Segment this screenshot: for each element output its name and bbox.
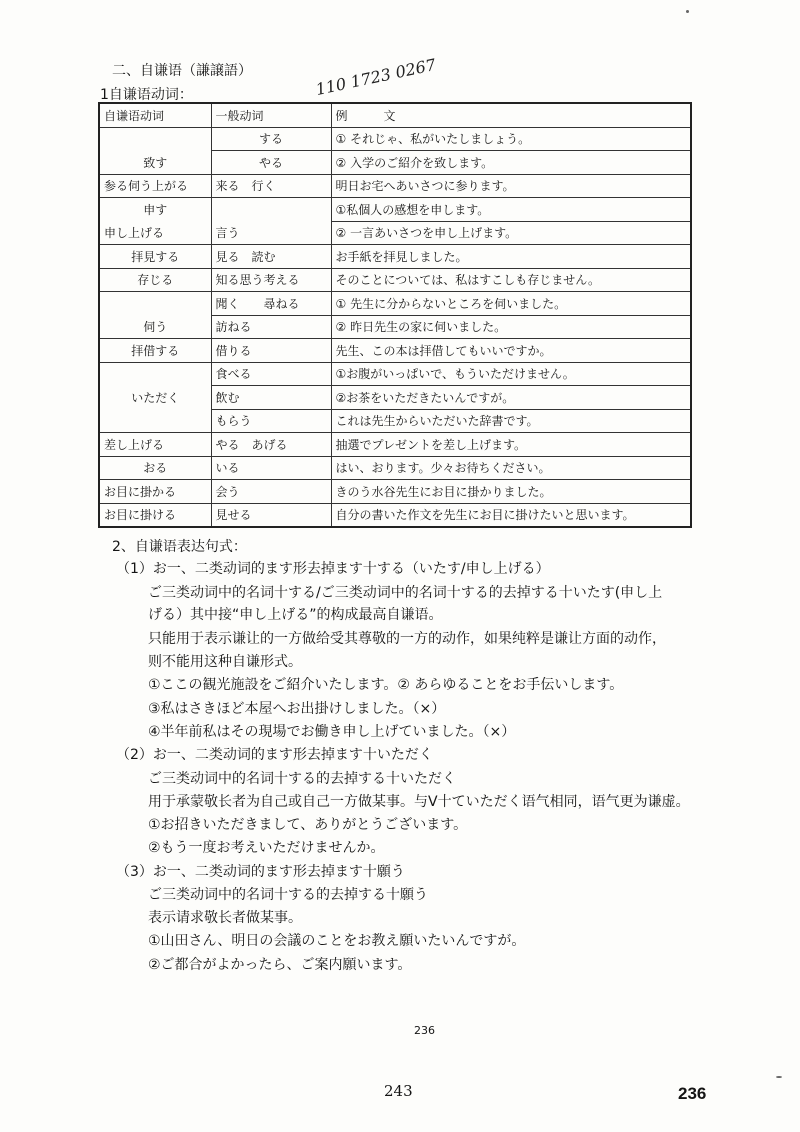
pattern-1-heading: （1）お一、二类动词的ます形去掉ます十する（いたす/申し上げる） bbox=[116, 561, 550, 577]
pattern-2-heading: （2）お一、二类动词的ます形去掉ます十いただく bbox=[116, 747, 433, 763]
table-cell: 見せる bbox=[211, 503, 331, 527]
table-cell: ① それじゃ、私がいたしましょう。 bbox=[331, 127, 691, 151]
inner-page-number: 236 bbox=[414, 1024, 435, 1037]
table-cell: 食べる bbox=[211, 362, 331, 386]
table-cell: 見る 読む bbox=[211, 245, 331, 269]
table-cell: これは先生からいただいた辞書です。 bbox=[331, 409, 691, 433]
table-row bbox=[99, 174, 691, 198]
table-row bbox=[99, 245, 691, 269]
example-line: ②もう一度お考えいただけませんか。 bbox=[148, 840, 385, 856]
table-cell: 伺う bbox=[99, 315, 211, 339]
table-cell: 会う bbox=[211, 480, 331, 504]
table-cell: 知る思う考える bbox=[211, 268, 331, 292]
header-humble-verb: 自谦语动词 bbox=[99, 103, 211, 127]
body-line: 用于承蒙敬长者为自己或自己一方做某事。与V十ていただく语气相同，语气更为谦虚。 bbox=[148, 794, 690, 810]
table-cell: やる bbox=[211, 151, 331, 175]
table-row bbox=[99, 386, 691, 410]
table-row bbox=[99, 198, 691, 222]
table-cell: お目に掛かる bbox=[99, 480, 211, 504]
humble-verb-table bbox=[98, 102, 692, 528]
example-line: ③私はさきほど本屋へお出掛けしました。（×） bbox=[148, 701, 446, 717]
table-cell: お手紙を拝見しました。 bbox=[331, 245, 691, 269]
scan-speck bbox=[686, 10, 689, 13]
table-cell: おる bbox=[99, 456, 211, 480]
table-cell bbox=[99, 292, 211, 316]
table-cell: 申す bbox=[99, 198, 211, 222]
table-row bbox=[99, 362, 691, 386]
table-cell: 抽選でプレゼントを差し上げます。 bbox=[331, 433, 691, 457]
center-page-number: 243 bbox=[384, 1082, 413, 1100]
table-cell: 拝見する bbox=[99, 245, 211, 269]
body-line: ご三类动词中的名词十する的去掉する十願う bbox=[148, 887, 428, 903]
table-row bbox=[99, 127, 691, 151]
table-cell: 訪ねる bbox=[211, 315, 331, 339]
body-line: ご三类动词中的名词十する的去掉する十いただく bbox=[148, 771, 456, 787]
body-line: 只能用于表示谦让的一方做给受其尊敬的一方的动作，如果纯粹是谦让方面的动作， bbox=[148, 631, 666, 647]
table-row bbox=[99, 315, 691, 339]
table-cell: 自分の書いた作文を先生にお目に掛けたいと思います。 bbox=[331, 503, 691, 527]
table-cell: いただく bbox=[99, 386, 211, 410]
table-cell bbox=[211, 198, 331, 222]
table-cell: ② 一言あいさつを申し上げます。 bbox=[331, 221, 691, 245]
example-line: ①お招きいただきまして、ありがとうございます。 bbox=[148, 817, 468, 833]
table-cell: ② 昨日先生の家に伺いました。 bbox=[331, 315, 691, 339]
table-cell: ①お腹がいっぱいで、もういただけません。 bbox=[331, 362, 691, 386]
table-cell: 参る伺う上がる bbox=[99, 174, 211, 198]
handwritten-note: 110 1723 0267 bbox=[314, 55, 438, 99]
body-line: ご三类动词中的名词十する/ご三类动词中的名词十する的去掉する十いたす(申し上 bbox=[148, 585, 663, 601]
table-row bbox=[99, 480, 691, 504]
table-cell: 明日お宅へあいさつに参ります。 bbox=[331, 174, 691, 198]
table-row bbox=[99, 503, 691, 527]
table-cell: 拝借する bbox=[99, 339, 211, 363]
table-cell: 申し上げる bbox=[99, 221, 211, 245]
table-cell: そのことについては、私はすこしも存じません。 bbox=[331, 268, 691, 292]
table-cell: 言う bbox=[211, 221, 331, 245]
table-row bbox=[99, 151, 691, 175]
table-header-row bbox=[99, 103, 691, 127]
table-cell: ②お茶をいただきたいんですが。 bbox=[331, 386, 691, 410]
table-cell bbox=[99, 127, 211, 151]
table-cell: ①私個人の感想を申します。 bbox=[331, 198, 691, 222]
table-cell: はい、おります。少々お待ちください。 bbox=[331, 456, 691, 480]
corner-page-number: 236 bbox=[678, 1084, 707, 1103]
example-line: ①ここの観光施設をご紹介いたします。② あらゆることをお手伝いします。 bbox=[148, 677, 624, 693]
table-cell: ① 先生に分からないところを伺いました。 bbox=[331, 292, 691, 316]
section-heading: 二、自谦语（謙譲語） bbox=[112, 63, 252, 79]
table-cell: お目に掛ける bbox=[99, 503, 211, 527]
table-cell: 差し上げる bbox=[99, 433, 211, 457]
pattern-3-heading: （3）お一、二类动词的ます形去掉ます十願う bbox=[116, 864, 405, 880]
example-line: ②ご都合がよかったら、ご案内願います。 bbox=[148, 957, 412, 973]
body-line: げる）其中接“申し上げる”的构成最高自谦语。 bbox=[148, 607, 443, 623]
table-cell: ② 入学のご紹介を致します。 bbox=[331, 151, 691, 175]
table-cell: 致す bbox=[99, 151, 211, 175]
table-row bbox=[99, 409, 691, 433]
table-row bbox=[99, 221, 691, 245]
subsection-heading: 1自谦语动词： bbox=[100, 87, 193, 103]
table-row bbox=[99, 339, 691, 363]
section-2-title: 2、自谦语表达句式： bbox=[112, 539, 247, 555]
table-cell: 飲む bbox=[211, 386, 331, 410]
table-cell: 借りる bbox=[211, 339, 331, 363]
table-cell: いる bbox=[211, 456, 331, 480]
table-cell: 先生、この本は拝借してもいいですか。 bbox=[331, 339, 691, 363]
table-cell: する bbox=[211, 127, 331, 151]
table-cell: きのう水谷先生にお目に掛かりました。 bbox=[331, 480, 691, 504]
table-cell: やる あげる bbox=[211, 433, 331, 457]
table-cell bbox=[99, 409, 211, 433]
table-row bbox=[99, 268, 691, 292]
table-cell: 聞く 尋ねる bbox=[211, 292, 331, 316]
table-cell: もらう bbox=[211, 409, 331, 433]
table-cell: 来る 行く bbox=[211, 174, 331, 198]
example-line: ④半年前私はその現場でお働き申し上げていました。（×） bbox=[148, 724, 516, 740]
table-row bbox=[99, 456, 691, 480]
table-cell: 存じる bbox=[99, 268, 211, 292]
example-line: ①山田さん、明日の会議のことをお教え願いたいんですが。 bbox=[148, 933, 526, 949]
body-line: 表示请求敬长者做某事。 bbox=[148, 910, 302, 926]
header-example: 例 文 bbox=[331, 103, 691, 127]
table-cell bbox=[99, 362, 211, 386]
body-line: 则不能用这种自谦形式。 bbox=[148, 654, 302, 670]
header-general-verb: 一般动词 bbox=[211, 103, 331, 127]
table-row bbox=[99, 433, 691, 457]
table-row bbox=[99, 292, 691, 316]
scan-speck bbox=[776, 1076, 782, 1078]
